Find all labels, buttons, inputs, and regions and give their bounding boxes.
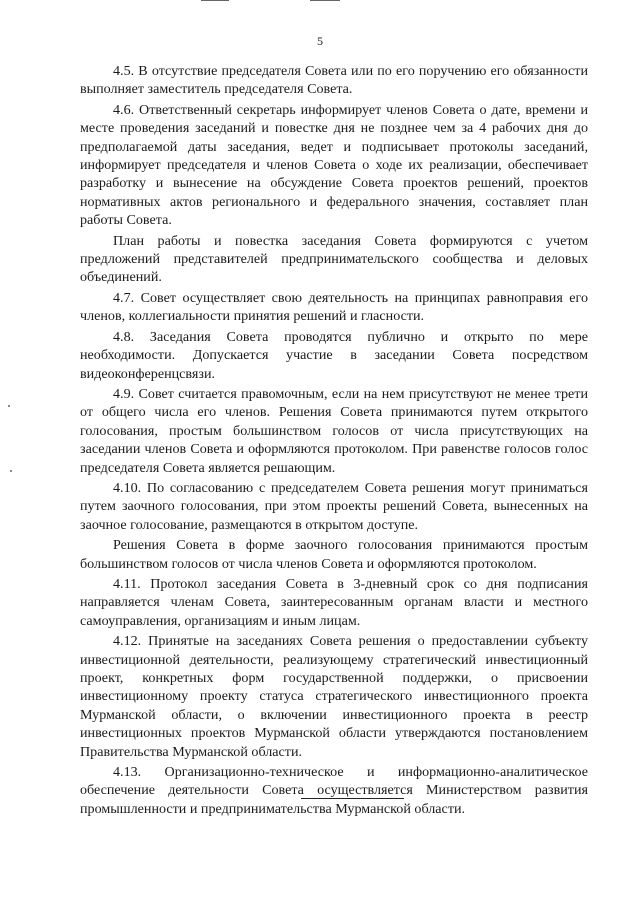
paragraph-4-11: 4.11. Протокол заседания Совета в 3-дневный срок со дня подписания направляется членам Совета, заинтересованным органам власти и местного самоуправления, организациям и иным лицам.	[80, 575, 588, 629]
paragraph-4-6: 4.6. Ответственный секретарь информирует членов Совета о дате, времени и месте проведения заседаний и повестке дня не позднее чем за 4 рабочих дня до предполагаемой даты заседания, ведет и подписывает протоколы заседаний, информирует председателя и членов Совета о ходе их реализации, обеспечивает разработку и вынесение на обсуждение Совета проектов решений, проектов нормативных актов регионального и федерального значения, составляет план работы Совета.	[80, 101, 588, 229]
paragraph-4-5: 4.5. В отсутствие председателя Совета или по его поручению его обязанности выполняет заместитель председателя Совета.	[80, 63, 588, 98]
end-of-text-rule	[301, 798, 404, 799]
paragraph-4-13: 4.13. Организационно-техническое и информационно-аналитическое обеспечение деятельности Совета осуществляется Министерством развития промышленности и предпринимательства Мурманской области.	[80, 764, 588, 817]
page-number: 5	[317, 34, 323, 48]
paragraph-4-8: 4.8. Заседания Совета проводятся публично и открыто по мере необходимости. Допускается участие в заседании Совета посредством видеоконференцсвязи.	[80, 328, 588, 382]
top-scan-mark-right	[310, 0, 340, 1]
scan-artifact-dot	[8, 405, 10, 407]
paragraph-work-plan: План работы и повестка заседания Совета формируются с учетом предложений представителей предпринимательского сообщества и деловых объединений.	[80, 232, 588, 286]
document-body	[80, 62, 588, 820]
paragraph-4-10: 4.10. По согласованию с председателем Совета решения могут приниматься путем заочного голосования, при этом проекты решений Совета, вынесенных на заочное голосование, размещаются в открытом доступе.	[80, 479, 588, 533]
top-scan-mark-left	[201, 0, 229, 1]
scan-artifact-dot	[10, 470, 12, 472]
paragraph-4-7: 4.7. Совет осуществляет свою деятельность на принципах равноправия его членов, коллегиальности принятия решений и гласности.	[80, 289, 588, 325]
paragraph-absentee-voting: Решения Совета в форме заочного голосования принимаются простым большинством голосов от числа членов Совета и оформляются протоколом.	[80, 537, 588, 572]
paragraph-4-12: 4.12. Принятые на заседаниях Совета решения о предоставлении субъекту инвестиционной деятельности, реализующему стратегический инвестиционный проект, конкретных форм государственной поддержки, о присвоении инвестиционному проекту статуса стратегического инвестиционного проекта Мурманской области, о включении инвестиционного проекта в реестр инвестиционных проектов Мурманской области утверждаются постановлением Правительства Мурманской области.	[80, 633, 588, 760]
paragraph-4-9: 4.9. Совет считается правомочным, если на нем присутствуют не менее трети от общего числа его членов. Решения Совета принимаются путем открытого голосования, простым большинством голосов от числа присутствующих на заседании членов Совета и оформляются протоколом. При равенстве голосов голос председателя Совета является решающим.	[80, 385, 588, 476]
